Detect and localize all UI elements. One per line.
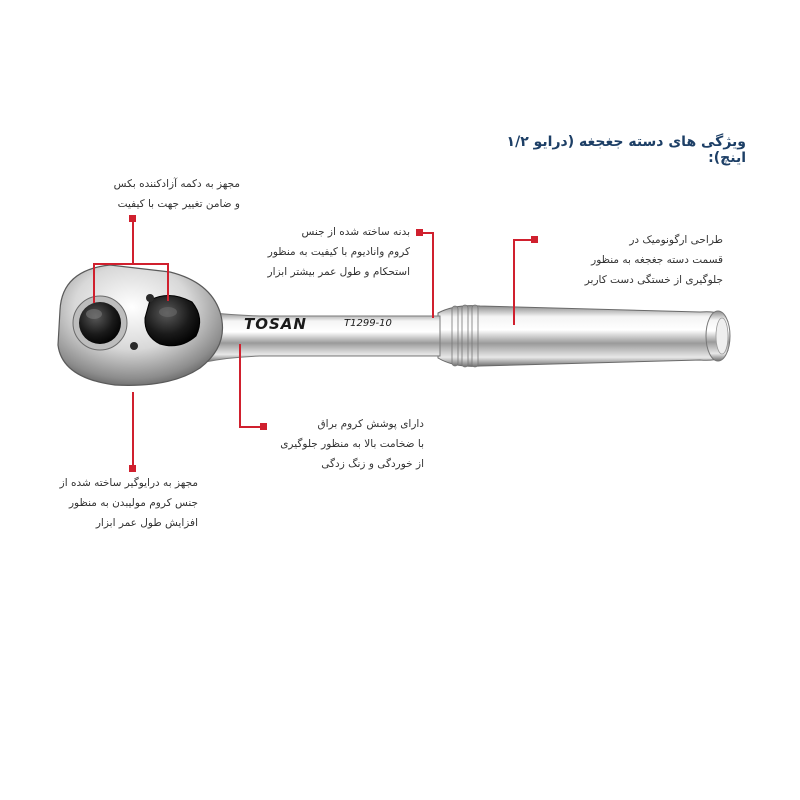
feature-release-button: مجهز به دکمه آزادکننده بکس و ضامن تغییر جهت با کیفیت (113, 178, 240, 210)
callout-line-top-right-v (513, 239, 515, 325)
model-label: T1299-10 (344, 318, 392, 329)
feature-drive-material: مجهز به درایوگیر ساخته شده از جنس کروم مولیبدن به منظور افزایش طول عمر ابزار (59, 477, 198, 529)
page-title: ویژگی های دسته جغجغه (درایو ۱/۲ اینچ): (506, 134, 746, 166)
callout-line-bottom-center-h (239, 426, 260, 428)
callout-line-top-left-h (93, 263, 169, 265)
callout-marker-bottom-left (129, 465, 136, 472)
callout-line-bottom-left (132, 392, 134, 466)
callout-marker-top-left (129, 215, 136, 222)
callout-line-top-left (132, 222, 134, 264)
callout-line-top-left-l (93, 263, 95, 303)
callout-line-bottom-center-v (239, 344, 241, 428)
callout-line-top-left-r (167, 263, 169, 301)
feature-ergonomic-handle: طراحی ارگونومیک در قسمت دسته جغجغه به منظور جلوگیری از خستگی دست کاربر (584, 234, 723, 286)
callout-marker-top-right (531, 236, 538, 243)
callout-line-top-right-h (513, 239, 531, 241)
callout-line-top-center-v (432, 232, 434, 318)
feature-chrome-coating: دارای پوشش کروم براق با ضخامت بالا به منظور جلوگیری از خوردگی و زنگ زدگی (280, 418, 424, 470)
callout-marker-top-center (416, 229, 423, 236)
feature-body-material: بدنه ساخته شده از جنس کروم وانادیوم با کیفیت به منظور استحکام و طول عمر بیشتر ابزار (267, 226, 410, 278)
callout-marker-bottom-center (260, 423, 267, 430)
brand-label: TOSAN (244, 315, 307, 333)
